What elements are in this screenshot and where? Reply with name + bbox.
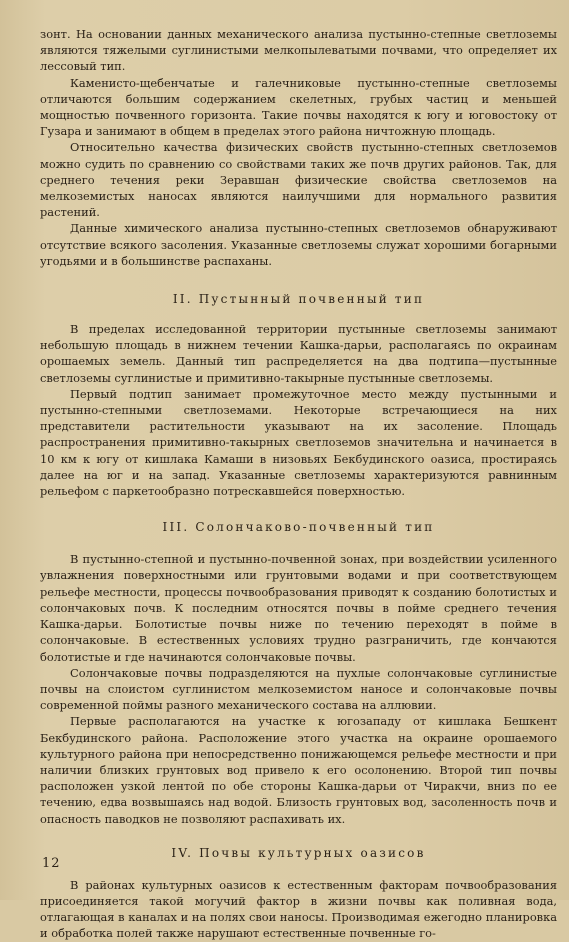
paragraph: Каменисто-щебенчатые и галечниковые пустынно-степные светлоземы отличаются большим содержанием скелетных, грубых частиц и меньшей мощностью почвенного горизонта. Такие почвы находятся к югу и юговостоку от Гузара и занимают в общем в пределах этого района ничтожную площадь. [40,75,557,139]
paragraph: В районах культурных оазисов к естественным факторам почвообразования присоединяется такой могучий фактор в жизни почвы как поливная вода, отлагающая в каналах и на полях свои наносы. Производимая ежегодно планировка и обработка полей также нарушают естественные почвенные го- [40,877,557,941]
paragraph: Первые располагаются на участке к югозападу от кишлака Бешкент Бекбудинского района. Расположение этого участка на окраине орошаемого культурного района при непосредственно понижающемся рельефе местности и при наличии близких грунтовых вод привело к его осолонению. Второй тип почвы расположен узкой лентой по обе стороны Кашка-дарьи от Чиракчи, вниз по ее течению, едва возвышаясь над водой. Близость грунтовых вод, засоленность почв и опасность паводков не позволяют распахивать их. [40,714,557,826]
section-heading-4: IV. Почвы культурных оазисов [171,845,426,860]
page-number: 12 [42,856,61,871]
intro-block [40,26,557,269]
paragraph: Относительно качества физических свойств пустынно-степных светлоземов можно судить по сравнению со свойствами таких же почв других районов. Так, для среднего течения реки Зеравшан физические свойства светлоземов на мелкоземистых наносах являются наилучшими для нормального развития растений. [40,140,557,220]
paragraph: Первый подтип занимает промежуточное место между пустынными и пустынно-степными светлоземами. Некоторые встречающиеся на них представители растительности указывают на их засоление. Площадь распространения примитивно-такырных светлоземов значительна и начинается в 10 км к югу от кишлака Камаши в низовьях Бекбудинского оазиса, простираясь далее на юг и на запад. Указанные светлоземы характеризуются равнинным рельефом с паркетообразно потрескавшейся поверхностью. [40,386,557,499]
paragraph: В пределах исследованной территории пустынные светлоземы занимают небольшую площадь в нижнем течении Кашка-дарьи, располагаясь по окраинам орошаемых земель. Данный тип распределяется на два подтипа—пустынные светлоземы суглинистые и примитивно-такырные пустынные светлоземы. [40,322,557,385]
paragraph: В пустынно-степной и пустынно-почвенной зонах, при воздействии усиленного увлажнения поверхностными или грунтовыми водами и при соответствующем рельефе местности, процессы почвообразования приводят к созданию болотистых и солончаковых почв. К последним относятся почвы в пойме среднего течения Кашка-дарьи. Болотистые почвы ниже по течению переходят в пойме в солончаковые. В естественных условиях трудно разграничить, где кончаются болотистые и где начинаются солончаковые почвы. [40,552,557,664]
section-4-body [40,877,557,942]
paragraph: Данные химического анализа пустынно-степных светлоземов обнаруживают отсутствие всякого засоления. Указанные светлоземы служат хорошими богарными угодьями и в большинстве распаханы. [40,221,557,268]
section-heading-2: II. Пустынный почвенный тип [172,292,425,307]
section-2-body [40,321,557,499]
page-text [40,26,557,942]
section-heading-3: III. Солончаково-почвенный тип [162,520,435,535]
paragraph: зонт. На основании данных механического анализа пустынно-степные светлоземы являются тяжелыми суглинистыми мелкопылеватыми почвами, что определяет их лессовый тип. [40,27,557,74]
section-3-body [40,551,557,826]
paragraph: Солончаковые почвы подразделяются на пухлые солончаковые суглинистые почвы на слоистом суглинистом мелкоземистом наносе и солончаковые почвы современной поймы разного механического состава на аллювии. [40,665,557,713]
